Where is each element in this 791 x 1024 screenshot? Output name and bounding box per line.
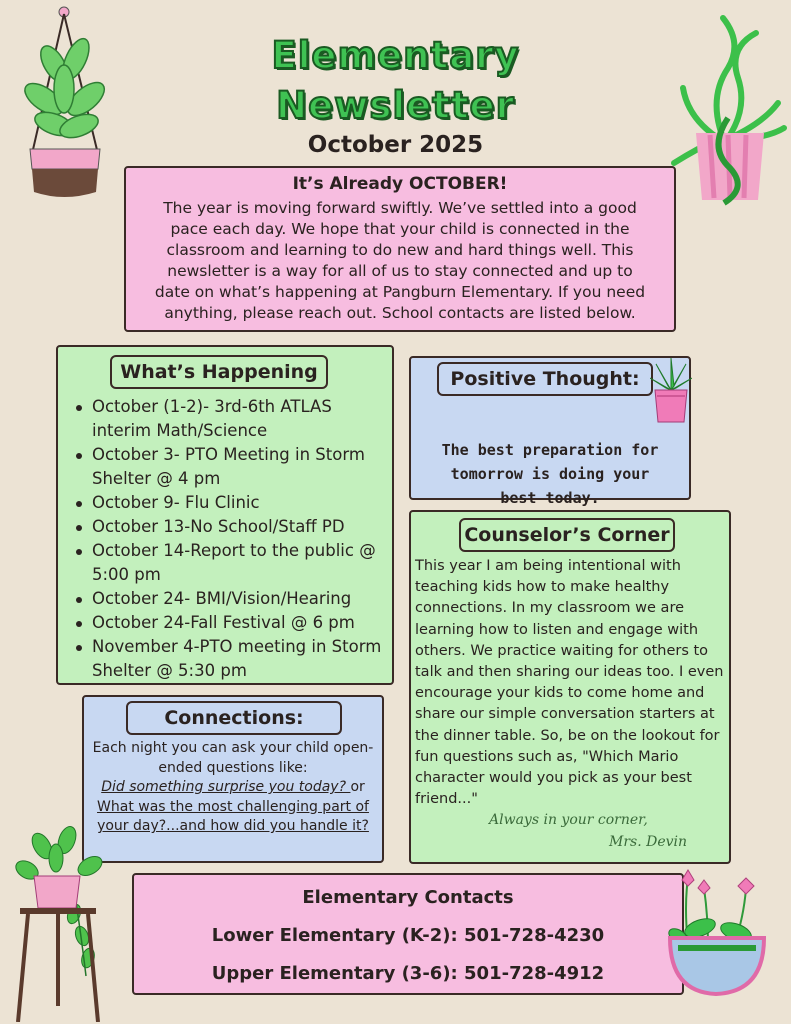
connections-section — [82, 695, 384, 863]
connections-heading: Connections: — [126, 701, 342, 735]
succulent-icon — [650, 356, 692, 424]
list-item: November 4-PTO meeting in Storm Shelter @ 5:30 pm — [74, 635, 386, 683]
counselor-heading: Counselor’s Corner — [459, 518, 675, 552]
question-2: What was the most challenging part of your day?...and how did you handle it? — [97, 798, 369, 834]
intro-section — [124, 166, 676, 332]
title-line-2: Newsletter — [276, 84, 515, 127]
list-item: October (1-2)- 3rd-6th ATLAS interim Math/Science — [74, 395, 386, 443]
happening-section — [56, 345, 394, 685]
month-subtitle: October 2025 — [307, 132, 484, 158]
flower-bowl-icon — [664, 866, 770, 1000]
title-line-1: Elementary — [271, 34, 520, 77]
list-item: October 24- BMI/Vision/Hearing — [74, 587, 386, 611]
contact-lower: Lower Elementary (K-2): 501-728-4230 — [211, 925, 605, 946]
plant-stand-icon — [12, 826, 112, 1022]
happening-heading: What’s Happening — [110, 355, 328, 389]
connections-body — [92, 739, 374, 837]
list-item: October 3- PTO Meeting in Storm Shelter @ 4 pm — [74, 443, 386, 491]
positive-heading: Positive Thought: — [437, 362, 653, 396]
question-1: Did something surprise you today? — [101, 779, 351, 795]
list-item: October 13-No School/Staff PD — [74, 515, 386, 539]
contacts-heading: Elementary Contacts — [302, 887, 514, 908]
intro-heading: It’s Already OCTOBER! — [292, 174, 508, 194]
counselor-sign-1: Always in your corner, — [489, 812, 648, 828]
contacts-section — [132, 873, 684, 995]
happening-list — [74, 395, 386, 683]
positive-quote: The best preparation for tomorrow is doing your best today. — [441, 441, 659, 507]
list-item: October 9- Flu Clinic — [74, 491, 386, 515]
list-item: October 24-Fall Festival @ 6 pm — [74, 611, 386, 635]
counselor-sign-2: Mrs. Devin — [609, 834, 688, 850]
connections-or: or — [350, 779, 365, 795]
contact-upper: Upper Elementary (3-6): 501-728-4912 — [211, 963, 605, 984]
intro-body: The year is moving forward swiftly. We’ve settled into a good pace each day. We hope that your child is connected in the classroom and learning to do new and hard things well. This newsletter is a way for all of us to stay connected and up to date on what’s happening at Pangburn Elementary. If you need anything, please reach out. School contacts are listed below. — [154, 199, 646, 322]
list-item: October 14-Report to the public @ 5:00 pm — [74, 539, 386, 587]
counselor-section — [409, 510, 731, 864]
connections-intro: Each night you can ask your child open-ended questions like: — [92, 740, 374, 776]
positive-section — [409, 356, 691, 507]
counselor-body: This year I am being intentional with teaching kids how to make healthy connections. In my classroom we are learning how to listen and engage with others. We practice waiting for others to talk and then sharing our ideas too. I even encourage your kids to come home and share our simple conversation starters at the dinner table. So, be on the lookout for fun questions such as, "Which Mario character would you pick as your best friend..." — [415, 558, 724, 808]
